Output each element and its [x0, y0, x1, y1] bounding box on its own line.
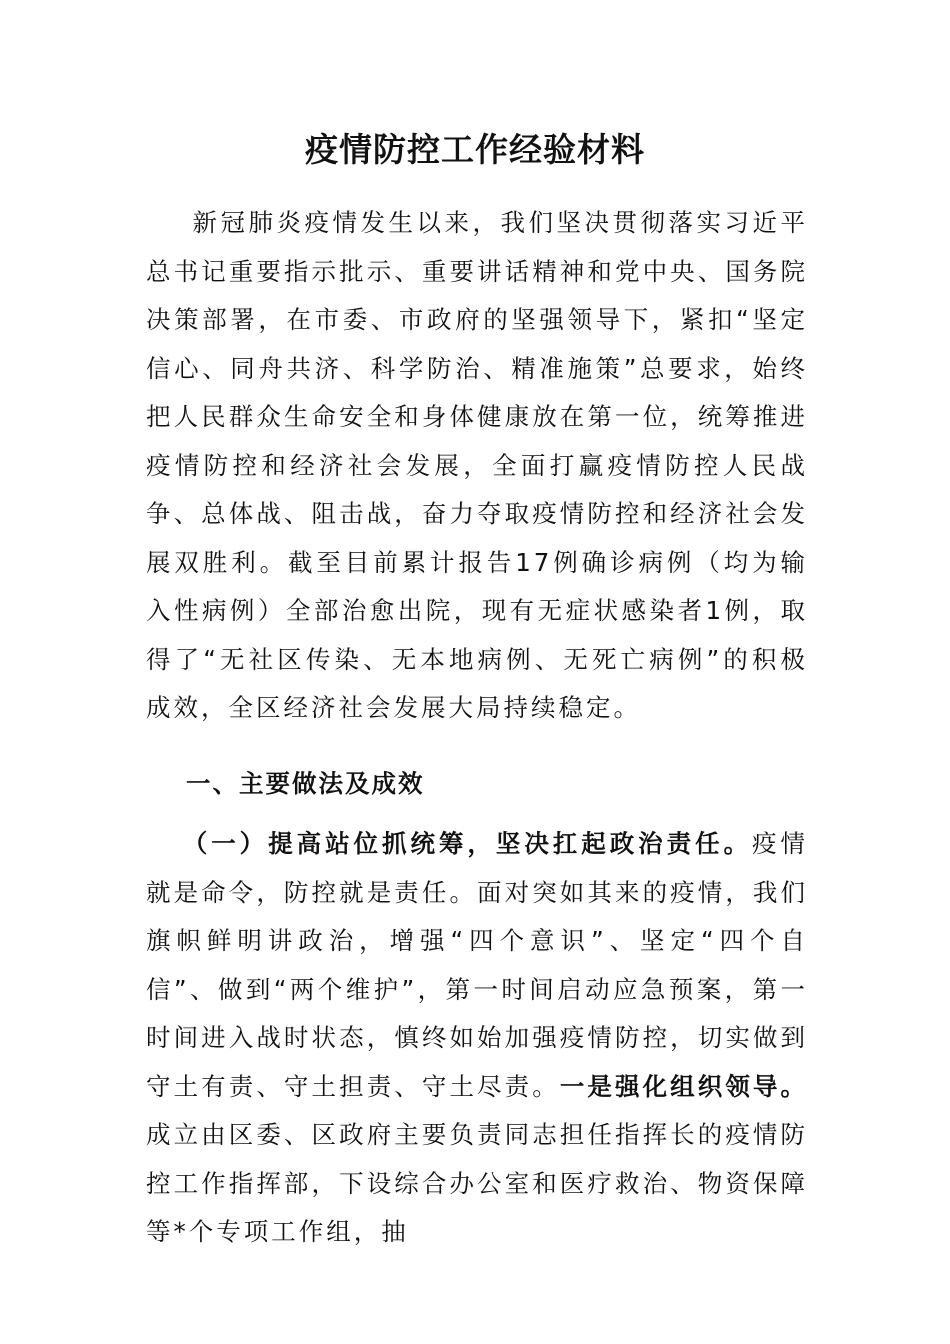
section-heading: 一、主要做法及成效: [186, 769, 425, 798]
document-title: 疫情防控工作经验材料: [305, 130, 645, 169]
subsection-paragraph: [146, 820, 808, 1257]
intro-paragraph: 新冠肺炎疫情发生以来，我们坚决贯彻落实习近平总书记重要指示批示、重要讲话精神和党中央、国务院决策部署，在市委、市政府的坚强领导下，紧扣“坚定信心、同舟共济、科学防治、精准施策”总要求，始终把人民群众生命安全和身体健康放在第一位，统筹推进疫情防控和经济社会发展，全面打赢疫情防控人民战争、总体战、阻击战，奋力夺取疫情防控和经济社会发展双胜利。截至目前累计报告17例确诊病例（均为输入性病例）全部治愈出院，现有无症状感染者1例，取得了“无社区传染、无本地病例、无死亡病例”的积极成效，全区经济社会发展大局持续稳定。: [146, 208, 808, 722]
subsection-point-one: 一是强化组织领导。: [559, 1071, 809, 1101]
subsection-text-part1: 疫情就是命令，防控就是责任。面对突如其来的疫情，我们旗帜鲜明讲政治，增强“四个意识”、坚定“四个自信”、做到“两个维护”，第一时间启动应急预案，第一时间进入战时状态，慎终如始加强疫情防控，切实做到守土有责、守土担责、守土尽责。: [146, 829, 809, 1101]
subsection-text-part2: 成立由区委、区政府主要负责同志担任指挥长的疫情防控工作指挥部，下设综合办公室和医疗救治、物资保障等*个专项工作组，抽: [146, 1120, 808, 1246]
subsection-lead: （一）提高站位抓统筹，坚决扛起政治责任。: [182, 829, 753, 858]
